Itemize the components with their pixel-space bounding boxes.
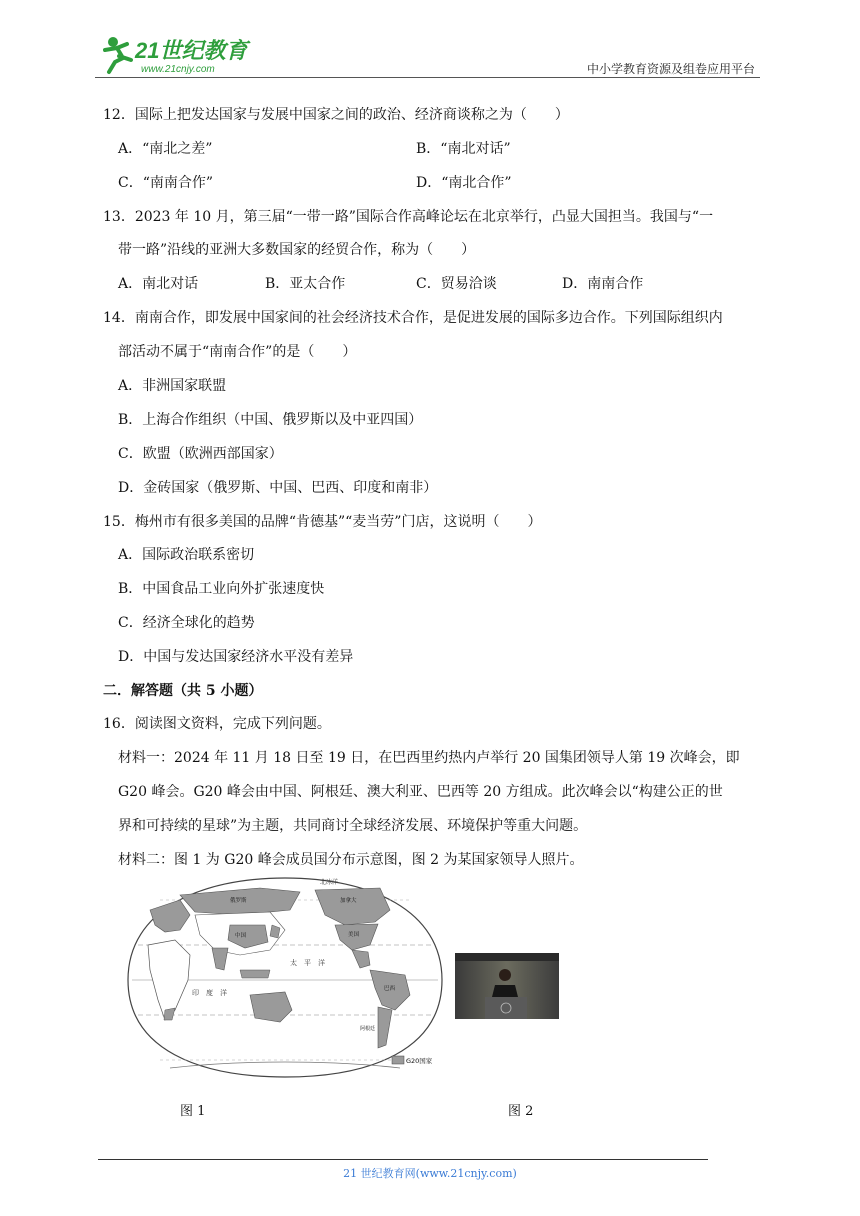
material-1-line-2: G20 峰会。G20 峰会由中国、阿根廷、澳大利亚、巴西等 20 方组成。此次峰会以“构建公正的世 (118, 784, 723, 800)
question-14-stem-cont: 部活动不属于“南南合作”的是（ ） (118, 344, 357, 360)
q12-option-d: D．“南北合作” (416, 175, 512, 191)
footer-site-link[interactable]: 21 世纪教育网(www.21cnjy.com) (343, 1167, 517, 1180)
question-15-stem: 15．梅州市有很多美国的品牌“肯德基”“麦当劳”门店，这说明（ ） (103, 514, 542, 530)
q14-option-b: B．上海合作组织（中国、俄罗斯以及中亚四国） (118, 412, 423, 428)
legend-label: G20国家 (406, 1057, 433, 1065)
map-label-indian: 印 度 洋 (192, 989, 227, 997)
leader-photo (455, 953, 559, 1019)
page-header (95, 30, 760, 80)
map-label-china: 中国 (235, 933, 247, 939)
q14-option-d: D．金砖国家（俄罗斯、中国、巴西、印度和南非） (118, 480, 438, 496)
question-13-stem: 13．2023 年 10 月，第三届“一带一路”国际合作高峰论坛在北京举行，凸显大国担当。我国与“一 (103, 209, 714, 225)
q15-option-a: A．国际政治联系密切 (118, 547, 255, 563)
map-label-brazil: 巴西 (384, 986, 396, 992)
question-16-stem: 16．阅读图文资料，完成下列问题。 (103, 716, 331, 732)
map-label-arctic: 北冰洋 (320, 879, 339, 886)
header-divider (95, 77, 760, 78)
map-label-usa: 美国 (348, 932, 360, 938)
question-14-stem: 14．南南合作，即发展中国家间的社会经济技术合作，是促进发展的国际多边合作。下列国际组织内 (103, 310, 723, 326)
material-1-line-3: 界和可持续的星球”为主题，共同商讨全球经济发展、环境保护等重大问题。 (118, 818, 588, 834)
q12-option-c: C．“南南合作” (118, 175, 214, 191)
map-label-pacific: 太 平 洋 (290, 959, 325, 967)
logo-main-text: 21世纪教育 (135, 38, 248, 63)
q12-option-b: B．“南北对话” (416, 141, 511, 157)
section-title: 二．解答题（共 5 小题） (103, 683, 263, 699)
material-1-line-1: 材料一：2024 年 11 月 18 日至 19 日，在巴西里约热内卢举行 20 国集团领导人第 19 次峰会，即 (118, 750, 740, 766)
site-logo (95, 32, 275, 76)
footer-divider (98, 1159, 708, 1160)
question-12-stem: 12．国际上把发达国家与发展中国家之间的政治、经济商谈称之为（ ） (103, 107, 569, 123)
map-label-russia: 俄罗斯 (230, 898, 247, 904)
g20-world-map (120, 870, 450, 1085)
material-2-line: 材料二：图 1 为 G20 峰会成员国分布示意图，图 2 为某国家领导人照片。 (118, 852, 584, 868)
q15-option-c: C．经济全球化的趋势 (118, 615, 255, 631)
legend-swatch (392, 1056, 404, 1064)
map-label-canada: 加拿大 (340, 898, 357, 904)
figure-2-caption: 图 2 (508, 1104, 534, 1119)
q14-option-a: A．非洲国家联盟 (118, 378, 227, 394)
q13-option-c: C．贸易洽谈 (416, 276, 497, 292)
q14-option-c: C．欧盟（欧洲西部国家） (118, 446, 283, 462)
map-label-argentina: 阿根廷 (360, 1026, 376, 1032)
q13-option-d: D．南南合作 (562, 276, 644, 292)
question-13-stem-cont: 带一路”沿线的亚洲大多数国家的经贸合作，称为（ ） (118, 242, 476, 258)
q15-option-b: B．中国食品工业向外扩张速度快 (118, 581, 325, 597)
logo-sub-text: www.21cnjy.com (141, 64, 215, 75)
q12-option-a: A．“南北之差” (118, 141, 213, 157)
header-platform-text: 中小学教育资源及组卷应用平台 (586, 62, 755, 76)
q15-option-d: D．中国与发达国家经济水平没有差异 (118, 649, 354, 665)
q13-option-a: A．南北对话 (118, 276, 199, 292)
figure-1-caption: 图 1 (180, 1104, 206, 1119)
q13-option-b: B．亚太合作 (265, 276, 346, 292)
